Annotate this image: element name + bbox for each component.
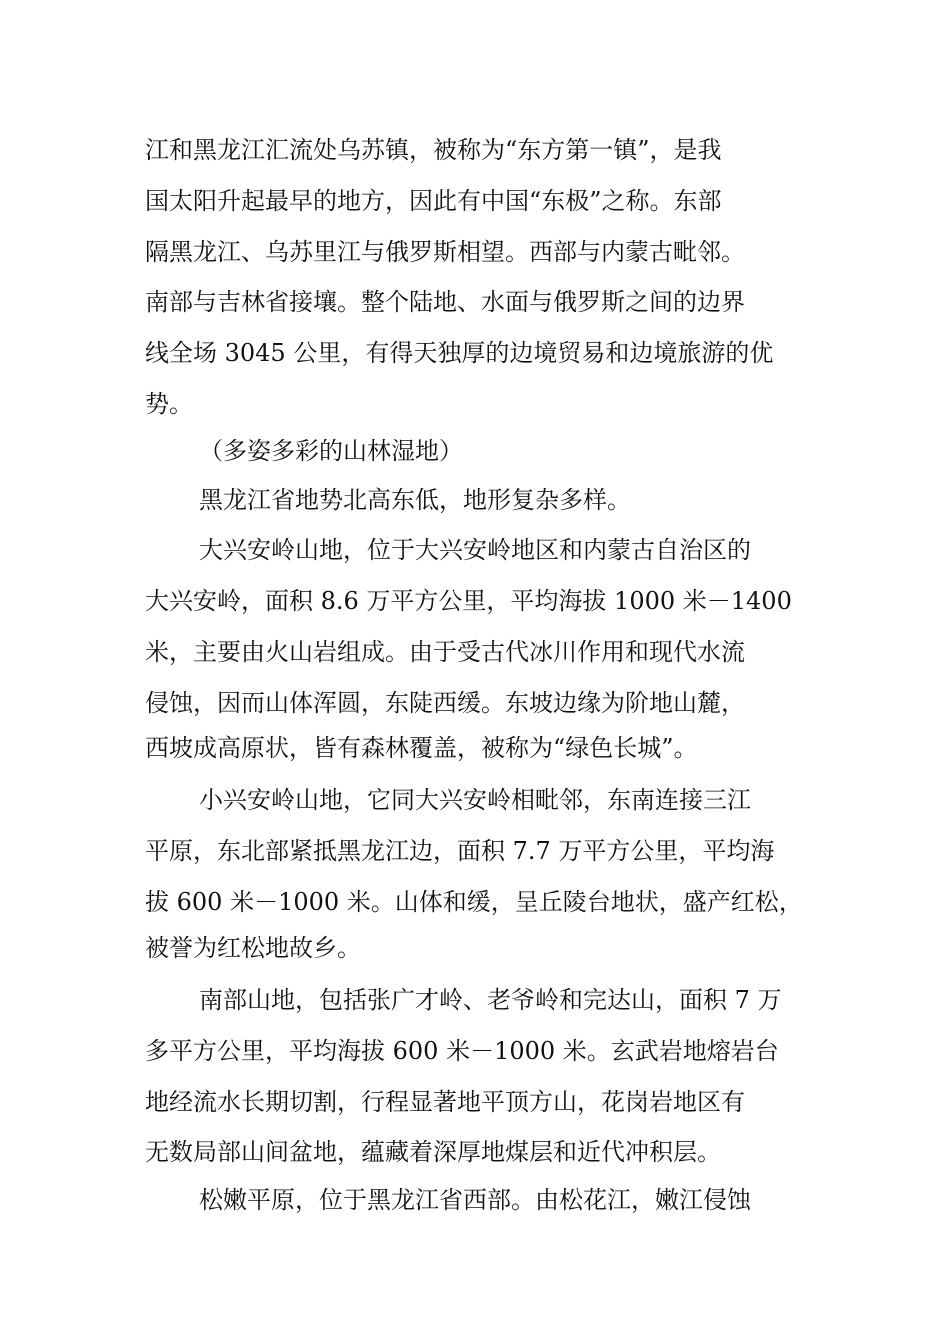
text-line: 无数局部山间盆地，蕴藏着深厚地煤层和近代冲积层。	[145, 1138, 721, 1166]
text-line: 线全场 3045 公里，有得天独厚的边境贸易和边境旅游的优	[145, 339, 774, 367]
text-line: 隔黑龙江、乌苏里江与俄罗斯相望。西部与内蒙古毗邻。	[145, 238, 745, 266]
paragraph-start: 松嫩平原，位于黑龙江省西部。由松花江，嫩江侵蚀	[199, 1186, 751, 1214]
text-line: 地经流水长期切割，行程显著地平顶方山，花岗岩地区有	[145, 1088, 745, 1116]
text-line: 国太阳升起最早的地方，因此有中国“东极”之称。东部	[145, 187, 722, 215]
text-line: 多平方公里，平均海拔 600 米－1000 米。玄武岩地熔岩台	[145, 1037, 779, 1065]
text-line: 西坡成高原状，皆有森林覆盖，被称为“绿色长城”。	[145, 734, 698, 762]
paragraph-start: 南部山地，包括张广才岭、老爷岭和完达山，面积 7 万	[199, 986, 782, 1014]
text-line: 江和黑龙江汇流处乌苏镇，被称为“东方第一镇”，是我	[145, 136, 722, 164]
section-heading: （多姿多彩的山林湿地）	[199, 437, 463, 465]
text-line: 大兴安岭，面积 8.6 万平方公里，平均海拔 1000 米－1400	[145, 587, 792, 615]
paragraph-start: 小兴安岭山地，它同大兴安岭相毗邻，东南连接三江	[199, 786, 751, 814]
text-line: 平原，东北部紧抵黑龙江边，面积 7.7 万平方公里，平均海	[145, 837, 775, 865]
text-line: 米，主要由火山岩组成。由于受古代冰川作用和现代水流	[145, 638, 745, 666]
text-line: 被誉为红松地故乡。	[145, 934, 361, 962]
paragraph-start: 黑龙江省地势北高东低，地形复杂多样。	[199, 486, 631, 514]
text-line: 南部与吉林省接壤。整个陆地、水面与俄罗斯之间的边界	[145, 288, 745, 316]
text-line: 拔 600 米－1000 米。山体和缓，呈丘陵台地状，盛产红松，	[145, 888, 803, 916]
paragraph-start: 大兴安岭山地，位于大兴安岭地区和内蒙古自治区的	[199, 536, 751, 564]
text-line: 侵蚀，因而山体浑圆，东陡西缓。东坡边缘为阶地山麓，	[145, 689, 745, 717]
text-line: 势。	[145, 390, 193, 418]
